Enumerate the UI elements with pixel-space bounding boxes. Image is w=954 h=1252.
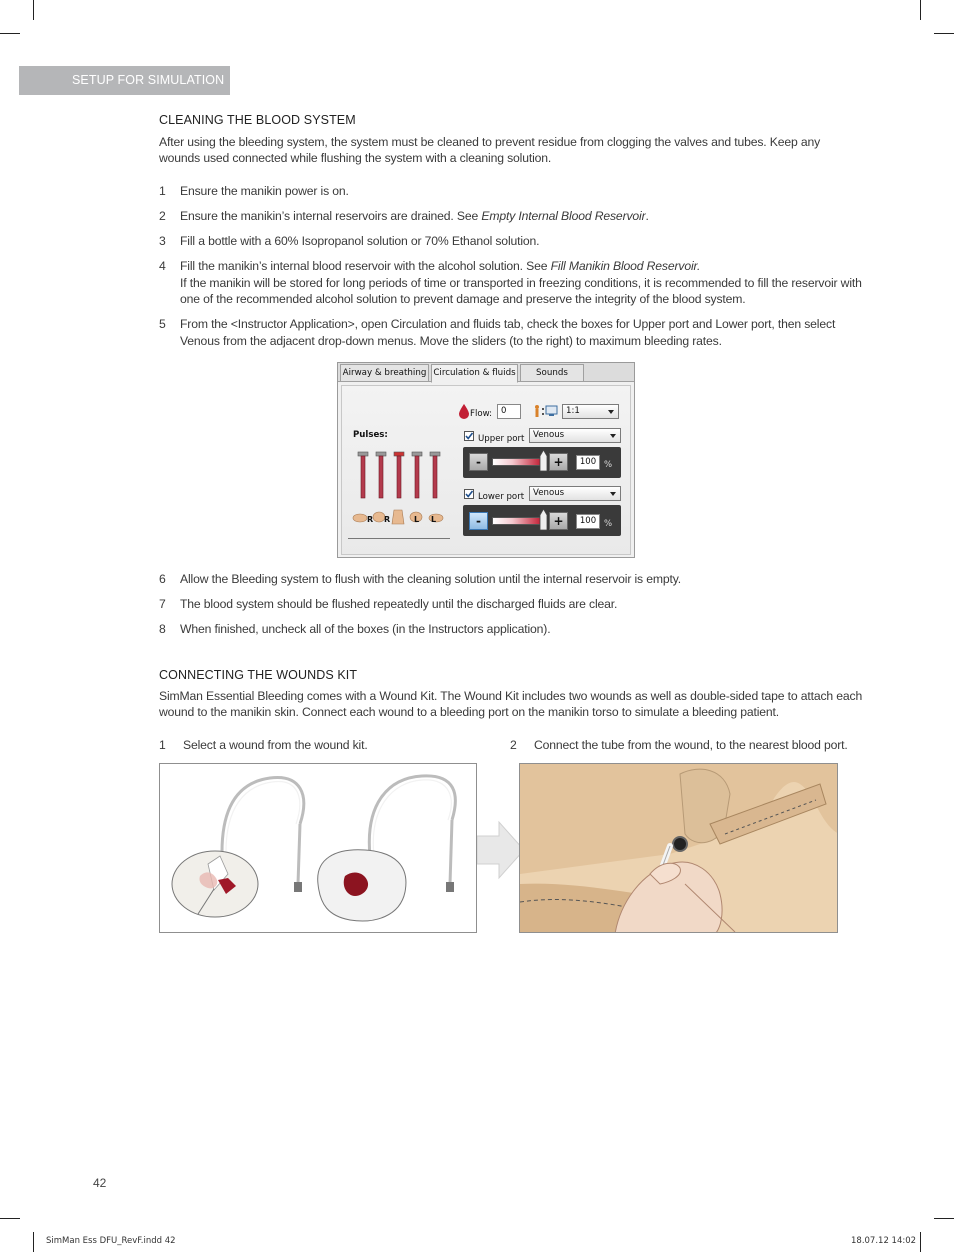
chevron-down-icon (610, 492, 616, 496)
slider-handle-icon[interactable] (539, 509, 548, 531)
chevron-down-icon (608, 410, 614, 414)
pulses-label: Pulses: (353, 430, 388, 440)
divider (348, 538, 450, 539)
crop-mark (920, 1232, 921, 1252)
step-text: Ensure the manikin’s internal reservoirs are drained. See Empty Internal Blood Reservoir. (180, 209, 649, 223)
step-text: Fill the manikin’s internal blood reservoir with the alcohol solution. See Fill Manikin Blood Reservoir. If the manikin will be stored for long periods of time or transported in freezing conditions, it is recommended to fill the reservoir with one of the recommended alcohol solution to prevent damage and preserve the integrity of the blood system. (180, 259, 862, 306)
cleaning-step-2 (159, 208, 863, 225)
step-text: Fill a bottle with a 60% Isopropanol solution or 70% Ethanol solution. (180, 234, 540, 248)
step-number: 5 (159, 317, 166, 331)
pulse-bar[interactable] (376, 452, 386, 498)
circulation-fluids-panel (337, 362, 635, 558)
pulse-bar[interactable] (358, 452, 368, 498)
upper-port-slider-group (463, 447, 621, 478)
chevron-down-icon (610, 434, 616, 438)
lower-port-minus-button[interactable]: - (469, 512, 488, 530)
pulse-label-r1: R (367, 515, 374, 524)
flow-label: Flow: (470, 409, 493, 419)
step-note: If the manikin will be stored for long periods of time or transported in freezing conditions, it is recommended to fill the reservoir with one of the recommended alcohol solution to prevent damage and preserve the integrity of the blood system. (180, 275, 862, 306)
pulse-bar[interactable] (394, 452, 404, 498)
tab-sounds[interactable]: Sounds (520, 364, 584, 382)
upper-port-plus-button[interactable]: + (549, 453, 568, 471)
cleaning-step-7 (159, 596, 863, 613)
upper-port-label: Upper port (478, 434, 525, 444)
crop-mark (33, 1232, 34, 1252)
cleaning-step-1 (159, 183, 863, 200)
blood-drop-icon (458, 403, 470, 419)
panel-body (341, 385, 631, 555)
step-number: 8 (159, 622, 166, 636)
crop-mark (0, 33, 20, 34)
step-number: 6 (159, 572, 166, 586)
wounds-heading: CONNECTING THE WOUNDS KIT (159, 668, 358, 682)
lower-port-rate-input[interactable]: 100 (576, 514, 600, 529)
tab-airway-breathing[interactable]: Airway & breathing (340, 364, 429, 382)
wounds-step-2-number: 2 (510, 738, 517, 752)
step-text: When finished, uncheck all of the boxes (in the Instructors application). (180, 622, 551, 636)
page-number: 42 (93, 1176, 107, 1190)
lower-port-slider-track[interactable] (492, 517, 542, 525)
pulse-label-l2: L (431, 515, 437, 524)
step-number: 2 (159, 209, 166, 223)
wounds-step-1: Select a wound from the wound kit. (183, 738, 368, 752)
lower-port-checkbox[interactable] (464, 489, 474, 499)
step-number: 4 (159, 259, 166, 273)
check-icon (464, 431, 474, 441)
step-number: 1 (159, 184, 166, 198)
step-number: 3 (159, 234, 166, 248)
connect-tube-illustration (520, 764, 838, 933)
upper-port-minus-button[interactable]: - (469, 453, 488, 471)
footer-file: SimMan Ess DFU_RevF.indd 42 (46, 1236, 176, 1246)
cleaning-step-3 (159, 233, 863, 250)
crop-mark (934, 33, 954, 34)
arrow-right-icon (477, 820, 525, 880)
cleaning-intro: After using the bleeding system, the system must be cleaned to prevent residue from clogging the valves and tubes. Keep any wounds used connected while flushing the system with a cleaning solution. (159, 135, 821, 165)
crop-mark (0, 1218, 20, 1219)
cleaning-step-4 (159, 258, 863, 308)
upper-port-dropdown[interactable]: Venous (529, 428, 621, 443)
pulse-label-l1: L (414, 515, 420, 524)
step-text: From the <Instructor Application>, open Circulation and fluids tab, check the boxes for Upper port and Lower port, then select Venous from the adjacent drop-down menus. Move the sliders (to the right) to maximum bleeding rates. (180, 317, 836, 348)
crop-mark (934, 1218, 954, 1219)
section-header-tab: SETUP FOR SIMULATION (19, 66, 230, 95)
step-text: Allow the Bleeding system to flush with the cleaning solution until the internal reservoir is empty. (180, 572, 681, 586)
lower-port-slider-group (463, 505, 621, 536)
cleaning-step-6 (159, 571, 863, 588)
crop-mark (33, 0, 34, 20)
upper-port-slider-track[interactable] (492, 458, 542, 466)
cross-reference: Empty Internal Blood Reservoir (481, 209, 646, 223)
cleaning-step-8 (159, 621, 863, 638)
wounds-step-2: Connect the tube from the wound, to the nearest blood port. (534, 738, 848, 752)
cleaning-step-5 (159, 316, 863, 349)
lower-port-label: Lower port (478, 492, 525, 502)
lower-port-unit: % (604, 519, 613, 529)
patient-monitor-icon (533, 404, 559, 419)
step-text: Ensure the manikin power is on. (180, 184, 349, 198)
lower-port-plus-button[interactable]: + (549, 512, 568, 530)
ratio-dropdown[interactable]: 1:1 (562, 404, 619, 419)
slider-handle-icon[interactable] (539, 450, 548, 472)
tab-circulation-fluids[interactable]: Circulation & fluids (431, 364, 518, 383)
cross-reference: Fill Manikin Blood Reservoir. (550, 259, 701, 273)
pulse-label-r2: R (384, 515, 391, 524)
wound-kit-figure (159, 763, 477, 933)
step-text: The blood system should be flushed repeatedly until the discharged fluids are clear. (180, 597, 618, 611)
lower-port-dropdown[interactable]: Venous (529, 486, 621, 501)
flow-input[interactable]: 0 (497, 404, 521, 419)
wounds-step-1-number: 1 (159, 738, 166, 752)
step-number: 7 (159, 597, 166, 611)
crop-mark (920, 0, 921, 20)
wound-kit-illustration (160, 764, 477, 933)
upper-port-checkbox[interactable] (464, 431, 474, 441)
pulse-points-graphic (350, 446, 455, 541)
check-icon (464, 489, 474, 499)
pulse-bar[interactable] (412, 452, 422, 498)
footer-stamp: 18.07.12 14:02 (851, 1236, 917, 1246)
cleaning-heading: CLEANING THE BLOOD SYSTEM (159, 113, 356, 127)
upper-port-rate-input[interactable]: 100 (576, 455, 600, 470)
wounds-intro: SimMan Essential Bleeding comes with a Wound Kit. The Wound Kit includes two wounds as well as double-sided tape to attach each wound to the manikin skin. Connect each wound to a bleeding port on the manikin torso to simulate a bleeding patient. (159, 689, 863, 719)
connect-tube-figure (519, 763, 838, 933)
upper-port-unit: % (604, 460, 613, 470)
pulse-bar[interactable] (430, 452, 440, 498)
tab-bar (338, 363, 634, 382)
